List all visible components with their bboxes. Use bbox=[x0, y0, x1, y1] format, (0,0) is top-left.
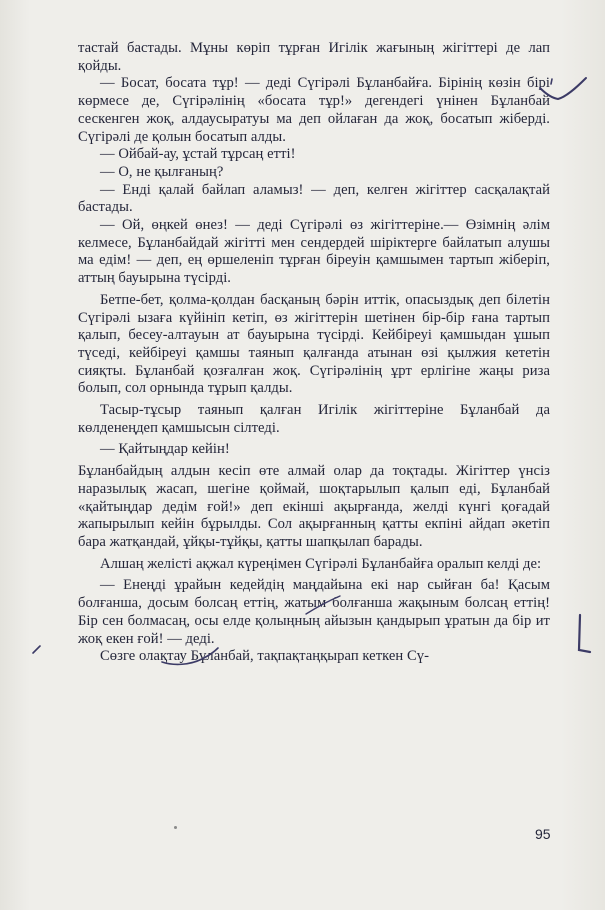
paragraph-2: — Босат, босата тұр! — деді Сүгірәлі Бұланбайға. Бірінің көзін бірі көрмесе де, Сүгірәлінің «босата тұр!» дегендегі үнінен Бұланбай сескенген жоқ, алдаусыратуы ма деп ойлаған да жоқ, босатып жіберді. Сүгірәлі де қолын босатып алды. bbox=[78, 75, 550, 145]
paragraph-9: — Қайтыңдар кейін! bbox=[100, 441, 230, 458]
body-text bbox=[78, 40, 550, 666]
paragraph-7: Бетпе-бет, қолма-қолдан басқаның бәрін иттік, опасыздық деп білетін Сүгірәлі ызаға күйініп кетіп, өз жігіттерін шетінен бір-бір ғана тартып қалып, бесеу-алтауын ат бауырына түсірді. Кейбіреуі қамшыдан ұшып түседі, кейбіреуі қамшы таянып қалғанда атынан өзі қылжия кететін сияқты. Бұланбай қозғалған жоқ. Сүгірәлінің ұрт ерлігіне жаңы риза болып, сол орнында тұрып қалды. bbox=[78, 291, 550, 397]
paragraph-8: Тасыр-тұсыр таянып қалған Игілік жігіттеріне Бұланбай да көлденеңдеп қамшысын сілтеді. bbox=[78, 402, 550, 436]
paragraph-6: — Ой, өңкей өнез! — деді Сүгірәлі өз жігіттеріне.— Өзімнің әлім келмесе, Бұланбайдай жігітті мен сендердей шіріктерге байлатып алушы ма едім! — деп, ең өршеленіп тұрған біреуін қамшымен тартып жіберіп, аттың бауырына түсірді. bbox=[78, 217, 550, 287]
ink-spot bbox=[174, 826, 177, 829]
paragraph-11: Алшаң желісті ақжал күреңімен Сүгірәлі Бұланбайға оралып келді де: bbox=[100, 555, 542, 572]
paragraph-10: Бұланбайдың алдын кесіп өте алмай олар да тоқтады. Жігіттер үнсіз наразылық жасап, шегіне қоймай, шоқтарылып қалып еді, Бұланбай «қайтыңдар дедім ғой!» деп екінші ақырғанда, желді күнгі қоғадай жапырылып кейін бұрылды. Сол ақырғанның қатты екпіні айдап әкетіп бара жатқандай, ұйқы-тұйқы, қатты шапқылап барады. bbox=[78, 463, 550, 550]
paragraph-4: — О, не қылғаның? bbox=[100, 163, 224, 180]
pencil-underline-mark-icon bbox=[160, 646, 220, 672]
paragraph-3: — Ойбай-ау, ұстай тұрсаң еттi! bbox=[100, 146, 296, 163]
pencil-underline-mark-icon bbox=[304, 592, 344, 618]
paragraph-5: — Енді қалай байлап аламыз! — деп, келген жігіттер сасқалақтай бастады. bbox=[78, 181, 550, 216]
paragraph-13: Сөзге олақтау Бұланбай, тақпақтаңқырап кеткен Сү- bbox=[100, 648, 430, 665]
pencil-tick-mark-icon bbox=[30, 640, 48, 658]
pencil-margin-bracket-icon bbox=[570, 612, 594, 658]
page-number: 95 bbox=[535, 826, 551, 842]
pencil-check-mark-icon bbox=[538, 74, 588, 104]
paragraph-1: тастай бастады. Мұны көріп тұрған Игілік жағының жігіттері де лап қойды. bbox=[78, 40, 550, 74]
paragraph-12: — Енеңді ұрайын кедейдің маңдайына екі нар сыйған ба! Қасым болғанша, досым болсаң еттің, жатым болғанша жақыным болсаң еттің! Бір сен болмасаң, осы елде қолыңның айызын қандырып ұратын да бір ит жоқ екен ғой! — деді. bbox=[78, 577, 550, 647]
